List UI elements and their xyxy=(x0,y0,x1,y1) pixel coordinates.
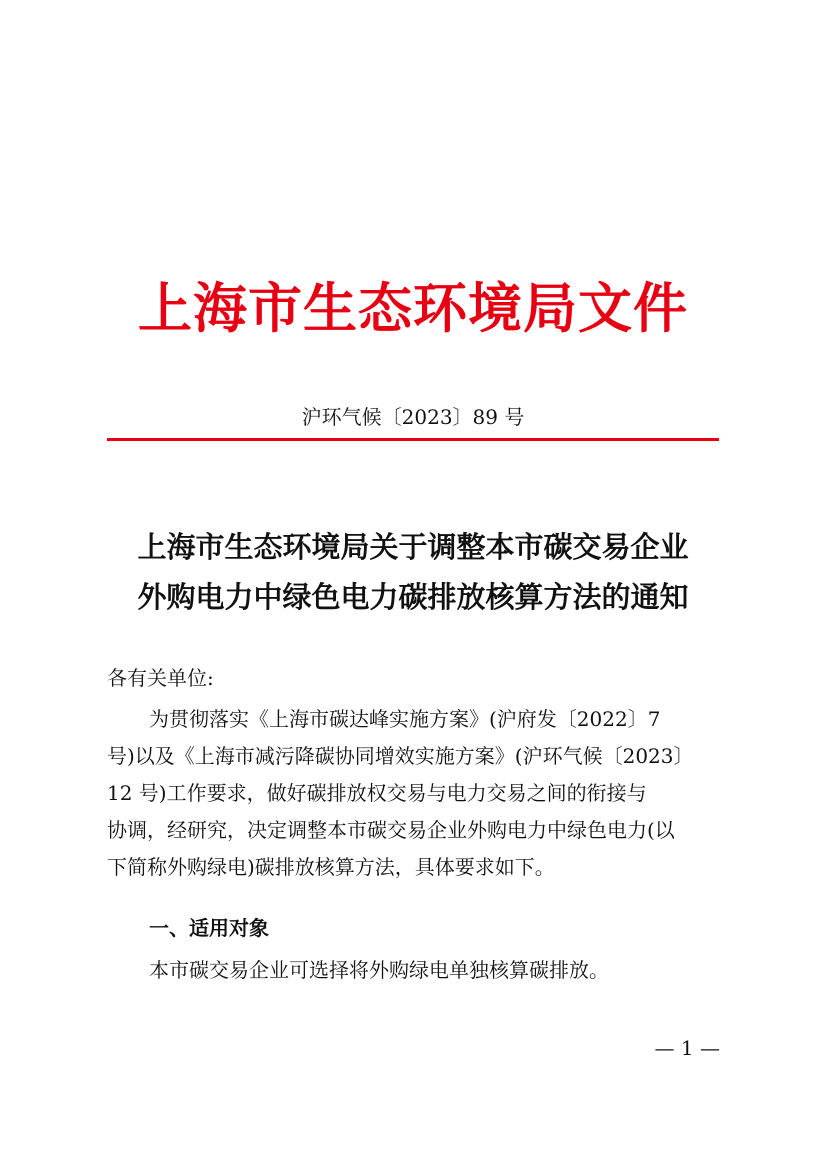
paragraph-line: 为贯彻落实《上海市碳达峰实施方案》(沪府发〔2022〕7 xyxy=(149,707,661,731)
paragraph-line: 下简称外购绿电)碳排放核算方法，具体要求如下。 xyxy=(107,855,555,879)
salutation: 各有关单位: xyxy=(107,666,214,690)
paragraph-line: 协调，经研究，决定调整本市碳交易企业外购电力中绿色电力(以 xyxy=(107,818,675,842)
section-heading: 一、适用对象 xyxy=(149,916,269,940)
paragraph-line: 12 号)工作要求，做好碳排放权交易与电力交易之间的衔接与 xyxy=(107,781,647,805)
page-number: — 1 — xyxy=(654,1036,720,1060)
notice-title-line: 外购电力中绿色电力碳排放核算方法的通知 xyxy=(137,580,689,614)
paragraph-intro xyxy=(107,701,719,886)
notice-title xyxy=(0,522,826,622)
red-divider-line xyxy=(107,438,719,441)
section-paragraph: 本市碳交易企业可选择将外购绿电单独核算碳排放。 xyxy=(149,958,609,982)
notice-title-line: 上海市生态环境局关于调整本市碳交易企业 xyxy=(137,530,689,564)
paragraph-line: 号)以及《上海市减污降碳协同增效实施方案》(沪环气候〔2023〕 xyxy=(107,744,694,768)
issuer-title: 上海市生态环境局文件 xyxy=(138,276,688,340)
document-number: 沪环气候〔2023〕89 号 xyxy=(301,405,525,429)
